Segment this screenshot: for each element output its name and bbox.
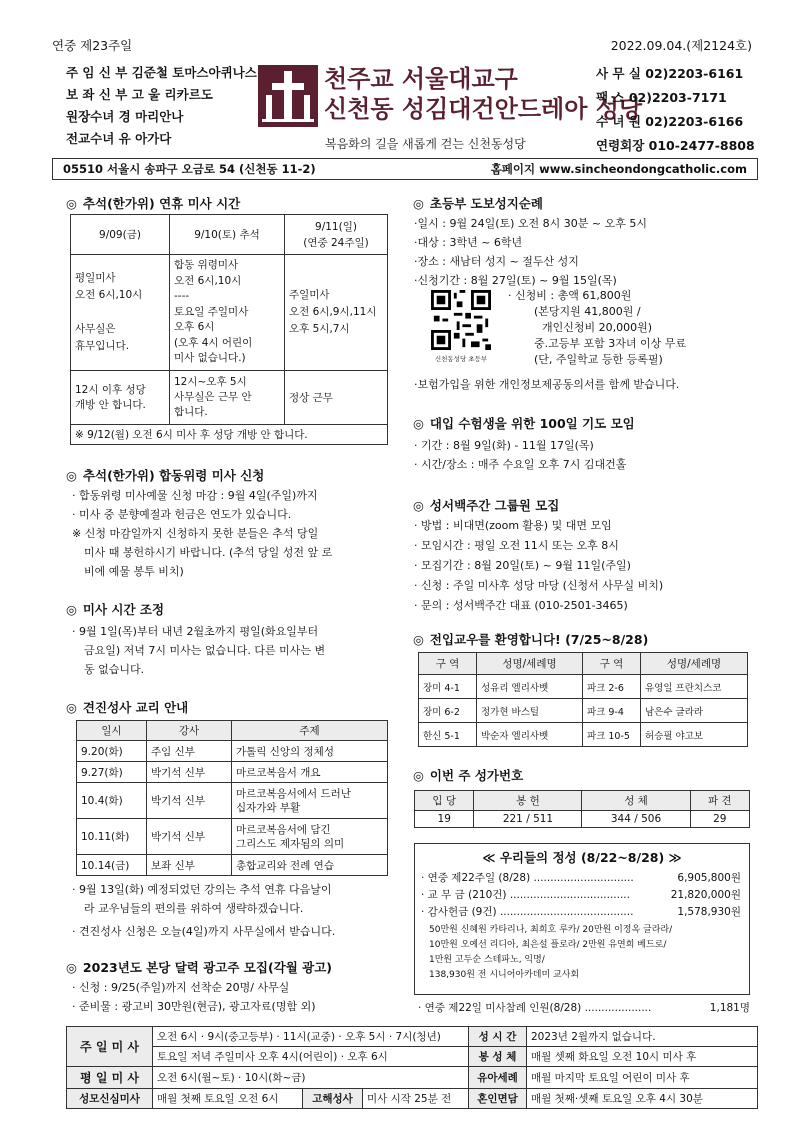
chuseok-head-3: 9/11(일) (연중 24주일) xyxy=(285,215,388,255)
newcomers-table xyxy=(418,652,748,747)
contact-list xyxy=(596,62,755,158)
marian-mass-label: 성모신심미사 xyxy=(67,1089,153,1109)
memorial-title-text: 추석(한가위) 합동위령 미사 신청 xyxy=(82,468,265,483)
list-item: · 9월 13일(화) 예정되었던 강의는 추석 연휴 다음날이 xyxy=(72,883,332,896)
offering-details xyxy=(415,921,749,983)
table-row xyxy=(419,723,748,747)
list-item: (본당지원 41,800원 / xyxy=(534,305,641,318)
circle-bullet-icon: ◎ xyxy=(413,196,424,211)
exam-prayer-section-title xyxy=(413,414,635,432)
adoration-label: 봉 성 체 xyxy=(469,1047,527,1067)
list-item: 라 교우님들의 편의를 위하여 생략하겠습니다. xyxy=(84,902,304,915)
pilgrimage-list xyxy=(414,214,744,290)
parish-title-line1: 천주교 서울대교구 xyxy=(324,64,518,93)
hymns-title-text: 이번 주 성가번호 xyxy=(429,768,524,783)
list-item: 중.고등부 포함 3자녀 이상 무료 xyxy=(534,337,686,350)
list-item: · 신청 : 9/25(주일)까지 선착순 20명/ 사무실 xyxy=(72,981,290,994)
list-item: 비에 예물 봉투 비치) xyxy=(84,565,184,578)
offering-label: · 교 무 금 (210건) .................................... xyxy=(421,889,630,901)
staff-pastor: 주 임 신 부 김준철 토마스아퀴나스 xyxy=(66,65,257,80)
list-item: ※ 신청 마감일까지 신청하지 못한 분들은 추석 당일 xyxy=(72,527,319,540)
circle-bullet-icon: ◎ xyxy=(66,468,77,483)
confession-value: 미사 시작 25분 전 xyxy=(363,1089,469,1109)
conf-lecturer: 박기석 신부 xyxy=(147,762,232,783)
marriage-value: 매월 첫째·셋째 토요일 오후 4시 30분 xyxy=(527,1089,758,1109)
list-item: · 9월 1일(목)부터 내년 2월초까지 평일(화요일부터 xyxy=(72,625,319,638)
bible-section-title xyxy=(413,496,559,514)
offering-line xyxy=(421,904,741,921)
calendar-ad-section-title xyxy=(66,958,332,976)
chuseok-row2-fri: 12시 이후 성당 개방 안 합니다. xyxy=(71,371,170,425)
circle-bullet-icon: ◎ xyxy=(66,602,77,617)
offering-line xyxy=(421,870,741,887)
list-item: ·장소 : 새남터 성지 ~ 절두산 성지 xyxy=(414,255,579,268)
nc-name: 성유리 엘리사벳 xyxy=(477,675,583,699)
list-item: · 견진성사 신청은 오늘(4일)까지 사무실에서 받습니다. xyxy=(72,925,336,938)
offering-label: · 연중 제22주일 (8/28) .............................. xyxy=(421,872,634,884)
nc-name: 정가현 바스틸 xyxy=(477,699,583,723)
chuseok-table xyxy=(70,214,388,445)
circle-bullet-icon: ◎ xyxy=(66,700,77,715)
chuseok-note: ※ 9/12(월) 오전 6시 미사 후 성당 개방 안 합니다. xyxy=(71,425,388,445)
infant-baptism-value: 매월 마지막 토요일 어린이 미사 후 xyxy=(527,1067,758,1089)
conf-topic: 마르코복음서 개요 xyxy=(232,762,388,783)
list-item: · 방법 : 비대면(zoom 활용) 및 대면 모임 xyxy=(414,519,612,532)
chuseok-cell-sun: 주일미사 오전 6시,9시,11시 오후 5시,7시 xyxy=(285,255,388,371)
header-top-line xyxy=(52,36,752,54)
exam-prayer-title-text: 대입 수험생을 위한 100일 기도 모임 xyxy=(429,416,635,431)
infant-baptism-label: 유아세례 xyxy=(469,1067,527,1089)
nc-name: 박순자 엘리사벳 xyxy=(477,723,583,747)
conf-topic: 마르코복음서에서 드러난 십자가와 부활 xyxy=(232,783,388,819)
address: 05510 서울시 송파구 오금로 54 (신천동 11-2) xyxy=(63,162,316,176)
pilgrimage-fee xyxy=(508,288,748,368)
list-item: ·신청기간 : 8월 27일(토) ~ 9월 15일(목) xyxy=(414,274,617,287)
list-item: · 신청 : 주일 미사후 성당 마당 (신청서 사무실 비치) xyxy=(414,579,664,592)
nc-zone: 장미 4-1 xyxy=(419,675,477,699)
calendar-ad-title-text: 2023년도 본당 달력 광고주 모집(각월 광고) xyxy=(82,960,333,975)
weekday-mass-times: 오전 6시(월~토) · 10시(화~금) xyxy=(153,1067,469,1089)
confession-label: 고해성사 xyxy=(303,1089,363,1109)
mass-change-section-title xyxy=(66,600,164,618)
hymn-head-communion: 성 체 xyxy=(582,791,690,811)
circle-bullet-icon: ◎ xyxy=(413,498,424,513)
nc-zone: 파크 2-6 xyxy=(583,675,641,699)
conf-date: 10.14(금) xyxy=(77,855,147,876)
marian-mass-value: 매월 첫째 토요일 오전 6시 xyxy=(153,1089,303,1109)
church-cross-logo xyxy=(258,65,318,127)
pilgrimage-title-text: 초등부 도보성지순례 xyxy=(429,196,543,211)
list-item: (단, 주일학교 등한 등록필) xyxy=(534,353,663,366)
nc-name: 허승필 야고보 xyxy=(641,723,748,747)
confirmation-notes xyxy=(72,880,394,941)
holy-hour-label: 성 시 간 xyxy=(469,1027,527,1047)
schedule-table xyxy=(66,1026,758,1109)
chuseok-cell-fri: 평일미사 오전 6시,10시 사무실은 휴무입니다. xyxy=(71,255,170,371)
confirmation-section-title xyxy=(66,698,188,716)
list-item: · 신청비 : 총액 61,800원 xyxy=(508,289,632,302)
newcomers-title-text: 전입교우를 환영합니다! (7/25~8/28) xyxy=(429,632,649,647)
list-item: ·일시 : 9월 24일(토) 오전 8시 30분 ~ 오후 5시 xyxy=(414,217,647,230)
offering-line xyxy=(421,887,741,904)
conf-lecturer: 박기석 신부 xyxy=(147,783,232,819)
hymn-head-entrance: 입 당 xyxy=(415,791,474,811)
nc-zone: 장미 6-2 xyxy=(419,699,477,723)
saturday-mass-times: 토요일 저녁 주일미사 오후 4시(어린이) · 오후 6시 xyxy=(153,1047,469,1067)
table-row xyxy=(77,819,388,855)
table-row xyxy=(419,699,748,723)
nc-head-zone2: 구 역 xyxy=(583,653,641,675)
chuseok-row2-sun: 정상 근무 xyxy=(285,371,388,425)
staff-list xyxy=(66,62,257,150)
mass-change-list xyxy=(72,622,392,679)
conf-date: 10.11(화) xyxy=(77,819,147,855)
nc-name: 유영일 프란치스코 xyxy=(641,675,748,699)
staff-sister-mission: 전교수녀 유 아가다 xyxy=(66,131,172,146)
conf-topic: 가톨릭 신앙의 정체성 xyxy=(232,741,388,762)
marriage-label: 혼인면담 xyxy=(469,1089,527,1109)
parish-title xyxy=(324,64,642,124)
hymns-table xyxy=(414,790,750,828)
hymn-offertory: 221 / 511 xyxy=(474,811,582,828)
parish-motto: 복음화의 길을 새롭게 걷는 신천동성당 xyxy=(325,137,526,151)
list-item: 동 없습니다. xyxy=(84,663,145,676)
chuseok-head-2: 9/10(토) 추석 xyxy=(170,215,285,255)
table-row xyxy=(77,741,388,762)
nc-head-name2: 성명/세례명 xyxy=(641,653,748,675)
issue-date: 2022.09.04.(제2124호) xyxy=(610,38,752,53)
list-item: · 미사 중 분향예절과 헌금은 연도가 있습니다. xyxy=(72,508,292,521)
pilgrimage-note: ·보험가입을 위한 개인정보제공동의서를 함께 받습니다. xyxy=(414,378,680,391)
chuseok-head-1: 9/09(금) xyxy=(71,215,170,255)
conf-lecturer: 박기석 신부 xyxy=(147,819,232,855)
pilgrimage-section-title xyxy=(413,194,543,212)
conf-lecturer: 보좌 신부 xyxy=(147,855,232,876)
list-item: · 기간 : 8월 9일(화) - 11월 17일(목) xyxy=(414,439,594,452)
conf-date: 10.4(화) xyxy=(77,783,147,819)
homepage-link[interactable]: 홈페이지 www.sincheondongcatholic.com xyxy=(490,162,747,176)
conf-date: 9.27(화) xyxy=(77,762,147,783)
hymn-head-recessional: 파 견 xyxy=(690,791,749,811)
offering-box xyxy=(414,843,750,995)
chuseok-cell-sat: 합동 위령미사 오전 6시,10시 ---- 토요일 주일미사 오후 6시 (오후 4시 어린이 미사 없습니다.) xyxy=(170,255,285,371)
staff-assistant: 보 좌 신 부 고 울 리카르도 xyxy=(66,87,213,102)
table-row xyxy=(77,762,388,783)
table-row xyxy=(77,783,388,819)
list-item: 미사 때 봉헌하시기 바랍니다. (추석 당일 성전 앞 로 xyxy=(84,546,333,559)
hymn-recessional: 29 xyxy=(690,811,749,828)
list-item: · 모집기간 : 8월 20일(토) ~ 9월 11일(주일) xyxy=(414,559,631,572)
attendance-label: · 연중 제22일 미사참례 인원(8/28) .................... xyxy=(418,1002,652,1014)
chuseok-section-title xyxy=(66,194,240,212)
sunday-mass-times: 오전 6시 · 9시(중고등부) · 11시(교중) · 오후 5시 · 7시(청년) xyxy=(153,1027,469,1047)
parish-title-line2: 신천동 성김대건안드레아 성당 xyxy=(324,94,643,123)
sunday-mass-label: 주 일 미 사 xyxy=(67,1027,153,1067)
offering-detail: 10만원 오예선 리디아, 최은설 플로라/ 2만원 유연희 베드로/ xyxy=(429,940,667,950)
nc-head-name: 성명/세례명 xyxy=(477,653,583,675)
attendance-value: 1,181명 xyxy=(709,1002,750,1014)
offering-amount: 21,820,000원 xyxy=(670,889,741,901)
offering-lines xyxy=(415,866,749,921)
holy-hour-value: 2023년 2월까지 없습니다. xyxy=(527,1027,758,1047)
table-row xyxy=(77,855,388,876)
list-item: · 준비물 : 광고비 30만원(현금), 광고자료(명함 외) xyxy=(72,1000,316,1013)
conf-date: 9.20(화) xyxy=(77,741,147,762)
list-item: · 문의 : 성서백주간 대표 (010-2501-3465) xyxy=(414,599,628,612)
hymn-entrance: 19 xyxy=(415,811,474,828)
address-bar xyxy=(52,158,758,180)
newcomers-section-title xyxy=(413,630,648,648)
offering-title: ≪ 우리들의 정성 (8/22~8/28) ≫ xyxy=(482,850,682,865)
circle-bullet-icon: ◎ xyxy=(66,196,77,211)
liturgical-week: 연중 제23주일 xyxy=(52,38,133,53)
conf-topic: 총합교리와 전례 연습 xyxy=(232,855,388,876)
mass-change-title-text: 미사 시간 조정 xyxy=(82,602,165,617)
conf-head-lecturer: 강사 xyxy=(147,721,232,741)
attendance-line xyxy=(418,1000,750,1015)
staff-sister-superior: 원장수녀 경 마리안나 xyxy=(66,109,184,124)
contact-fax: 팩 스 02)2203-7171 xyxy=(596,90,727,105)
offering-amount: 1,578,930원 xyxy=(677,906,741,918)
list-item: 개인신청비 20,000원) xyxy=(542,321,653,334)
bible-title-text: 성서백주간 그룹원 모집 xyxy=(429,498,560,513)
offering-detail: 50만원 신혜원 카타리나, 최희호 루카/ 20만원 이정옥 글라라/ xyxy=(429,925,673,935)
hymn-head-offertory: 봉 헌 xyxy=(474,791,582,811)
weekday-mass-label: 평 일 미 사 xyxy=(67,1067,153,1089)
conf-head-topic: 주제 xyxy=(232,721,388,741)
offering-detail: 138,930원 전 시니어아카데미 교사회 xyxy=(429,970,580,980)
qr-caption: 신천동성당 초등부 xyxy=(434,355,488,363)
bible-list xyxy=(414,516,754,616)
list-item: · 시간/장소 : 매주 수요일 오후 7시 김대건홀 xyxy=(414,458,627,471)
chuseok-title-text: 추석(한가위) 연휴 미사 시간 xyxy=(82,196,241,211)
church-logo-icon xyxy=(258,65,318,127)
nc-zone: 한신 5-1 xyxy=(419,723,477,747)
list-item: ·대상 : 3학년 ~ 6학년 xyxy=(414,236,523,249)
list-item: 금요일) 저녁 7시 미사는 없습니다. 다른 미사는 변 xyxy=(84,644,326,657)
circle-bullet-icon: ◎ xyxy=(413,416,424,431)
offering-detail: 1만원 고두순 스테파노, 익명/ xyxy=(429,955,545,965)
conf-topic: 마르코복음서에 담긴 그리스도 제자됨의 의미 xyxy=(232,819,388,855)
adoration-value: 매월 셋째 화요일 오전 10시 미사 후 xyxy=(527,1047,758,1067)
contact-office: 사 무 실 02)2203-6161 xyxy=(596,66,744,81)
hymn-communion: 344 / 506 xyxy=(582,811,690,828)
hymns-section-title xyxy=(413,766,523,784)
qr-code-icon xyxy=(425,290,497,350)
confirmation-table xyxy=(76,720,388,876)
confirmation-title-text: 견진성사 교리 안내 xyxy=(82,700,189,715)
circle-bullet-icon: ◎ xyxy=(66,960,77,975)
nc-name: 남은수 글라라 xyxy=(641,699,748,723)
nc-zone: 파크 9-4 xyxy=(583,699,641,723)
circle-bullet-icon: ◎ xyxy=(413,632,424,647)
circle-bullet-icon: ◎ xyxy=(413,768,424,783)
qr-code[interactable] xyxy=(425,290,497,362)
conf-head-date: 일시 xyxy=(77,721,147,741)
nc-head-zone: 구 역 xyxy=(419,653,477,675)
table-row xyxy=(419,675,748,699)
list-item: · 모임시간 : 평일 오전 11시 또는 오후 8시 xyxy=(414,539,619,552)
contact-funeral: 연령회장 010-2477-8808 xyxy=(596,138,755,153)
calendar-ad-list xyxy=(72,978,402,1016)
nc-zone: 파크 10-5 xyxy=(583,723,641,747)
conf-lecturer: 주임 신부 xyxy=(147,741,232,762)
exam-prayer-list xyxy=(414,436,744,474)
offering-label: · 감사헌금 (9건) ........................................ xyxy=(421,906,634,918)
list-item: · 합동위령 미사예물 신청 마감 : 9월 4일(주일)까지 xyxy=(72,489,318,502)
contact-convent: 수 녀 원 02)2203-6166 xyxy=(596,114,744,129)
chuseok-row2-sat: 12시~오후 5시 사무실은 근무 안 합니다. xyxy=(170,371,285,425)
memorial-list xyxy=(72,486,392,581)
memorial-section-title xyxy=(66,466,264,484)
offering-amount: 6,905,800원 xyxy=(677,872,741,884)
